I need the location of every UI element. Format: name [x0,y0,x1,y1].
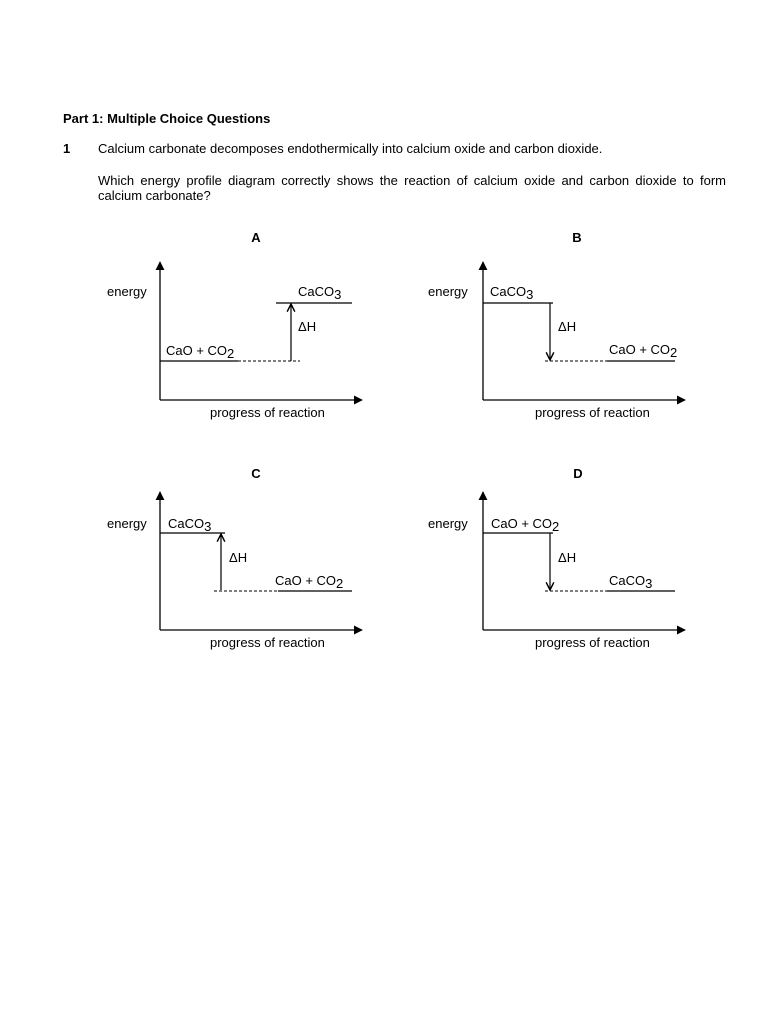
reactant-label: CaCO3 [168,516,212,534]
enthalpy-label: ΔH [558,319,577,334]
x-axis-label: progress of reaction [210,635,325,650]
question-prompt: Which energy profile diagram correctly shows the reaction of calcium oxide and carbon dioxide to form calcium carbonate? [98,173,726,203]
option-letter-d[interactable]: D [573,466,583,481]
section-title: Part 1: Multiple Choice Questions [63,111,271,126]
y-axis-label: energy [428,284,468,299]
diagram-d [428,466,685,650]
x-axis-label: progress of reaction [535,405,650,420]
enthalpy-label: ΔH [229,550,248,565]
option-letter-a[interactable]: A [251,230,261,245]
question-text: Calcium carbonate decomposes endothermically into calcium oxide and carbon dioxide. [98,141,603,156]
option-letter-b[interactable]: B [572,230,582,245]
x-axis-label: progress of reaction [535,635,650,650]
y-axis-label: energy [428,516,468,531]
enthalpy-label: ΔH [298,319,317,334]
diagram-c [107,466,362,650]
product-label: CaCO3 [298,284,342,302]
diagram-b [428,230,685,420]
reactant-label: CaO + CO2 [166,343,235,361]
y-axis-label: energy [107,284,147,299]
product-label: CaCO3 [609,573,653,591]
x-axis-label: progress of reaction [210,405,325,420]
question-number: 1 [63,141,71,156]
product-label: CaO + CO2 [275,573,344,591]
diagram-a [107,230,362,420]
enthalpy-label: ΔH [558,550,577,565]
option-letter-c[interactable]: C [251,466,261,481]
product-label: CaO + CO2 [609,342,678,360]
reactant-label: CaO + CO2 [491,516,560,534]
y-axis-label: energy [107,516,147,531]
reactant-label: CaCO3 [490,284,534,302]
